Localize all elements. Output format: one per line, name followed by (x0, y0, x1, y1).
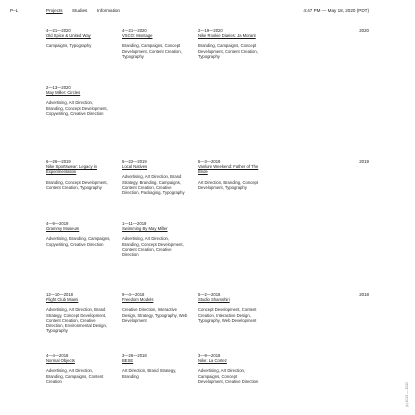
project-entry[interactable] (198, 353, 264, 384)
project-title[interactable]: Local Natives (122, 164, 148, 170)
project-date: 3—26—2018 (122, 353, 147, 358)
year-label: 2018 (359, 292, 369, 297)
project-title[interactable]: May Miller: Circles (46, 90, 81, 96)
project-title[interactable]: BESE (122, 358, 134, 364)
project-title[interactable]: Vanlure Weekend: Father of The Bride (198, 164, 259, 175)
project-date: 4—21—2020 (122, 28, 147, 33)
project-entry[interactable] (122, 353, 188, 379)
project-title[interactable]: Grammy Museum (46, 226, 80, 232)
project-services: Advertising, Art Direction, Campaigns, Concept Development, Creative Direction (198, 368, 259, 384)
project-date: 4—21—2020 (46, 28, 71, 33)
project-date: 4—9—2019 (46, 221, 69, 226)
project-entry[interactable] (46, 221, 112, 247)
project-entry[interactable] (46, 28, 112, 49)
project-title[interactable]: Swimming By May Miller (122, 226, 168, 232)
project-entry[interactable] (46, 85, 112, 116)
project-date: 4—4—2018 (46, 353, 69, 358)
project-services: Campaigns, Typography (46, 43, 92, 49)
nav-studies[interactable]: Studies (72, 8, 88, 13)
project-title[interactable]: Normal Objects (46, 358, 75, 364)
project-date: 12—10—2018 (46, 292, 74, 297)
project-date: 6—26—2019 (46, 159, 71, 164)
project-services: Art Direction, Branding, Concept Development, Typography (198, 179, 259, 190)
project-date: 5—3—2019 (198, 159, 221, 164)
project-title[interactable]: Flight Club Miami (46, 297, 79, 303)
project-entry[interactable] (198, 159, 264, 190)
header (0, 8, 415, 18)
project-services: Advertising, Art Direction, Branding, Concept Development, Copywriting, Creative Direction (46, 100, 108, 116)
nav-information[interactable]: Information (97, 8, 120, 13)
project-services: Branding, Campaigns, Concept Development, Content Creation, Typography (122, 43, 182, 59)
project-entry[interactable] (122, 221, 188, 257)
project-services: Advertising, Art Direction, Branding, Campaigns, Content Creation (46, 368, 104, 384)
project-title[interactable]: Studio Shamshiri (198, 297, 230, 303)
project-title[interactable]: Old Spice & United Way (46, 33, 91, 39)
project-services: Advertising, Branding, Campaigns, Copywriting, Creative Direction (46, 236, 111, 247)
project-entry[interactable] (122, 28, 188, 59)
project-services: Concept Development, Content Creation, Interactive Design, Typography, Web Development (198, 307, 257, 323)
project-date: 3—9—2018 (198, 353, 221, 358)
project-title[interactable]: Nike Rookie Diaries: Ja Morant (198, 33, 256, 39)
project-entry[interactable] (46, 159, 112, 190)
project-date: 2—19—2020 (198, 28, 223, 33)
year-label: 2020 (359, 28, 369, 33)
project-title[interactable]: VSCO: Montage (122, 33, 153, 39)
nav-projects[interactable]: Projects (46, 8, 63, 13)
project-date: 9—4—2018 (122, 292, 145, 297)
project-entry[interactable] (46, 353, 112, 384)
project-date: 2—13—2020 (46, 85, 71, 90)
project-services: Creative Direction, Interactive Design, Strategy, Typography, Web Development (122, 307, 188, 323)
project-entry[interactable] (198, 28, 264, 59)
project-title[interactable]: Nike: La Cortez (198, 358, 227, 364)
project-services: Branding, Campaigns, Concept Development, Content Creation, Typography (198, 43, 258, 59)
project-services: Advertising, Art Direction, Brand Strategy, Branding, Campaigns, Content Creation, Creative Direction, Packaging, Typography (122, 174, 185, 196)
project-services: Branding, Concept Development, Content Creation, Typography (46, 179, 108, 190)
project-date: 5—22—2019 (122, 159, 147, 164)
project-title[interactable]: Freedom Models (122, 297, 154, 303)
project-services: Art Direction, Brand Strategy, Branding (122, 368, 177, 379)
project-entry[interactable] (122, 292, 188, 323)
project-services: Advertising, Art Direction, Branding, Concept Development, Content Creation, Creative Direction (122, 236, 184, 258)
project-date: 1—11—2019 (122, 221, 147, 226)
project-services: Advertising, Art Direction, Brand Strategy, Concept Development, Content Creation, Creative Direction, Environmental Design, Typography (46, 307, 107, 334)
project-title[interactable]: Nike Sportswear: Legacy in Experimentation (46, 164, 97, 175)
site-logo[interactable]: P–L (10, 8, 19, 13)
project-entry[interactable] (46, 292, 112, 333)
clock: 4:47 PM — May 18, 2020 (PDT) (303, 8, 369, 13)
year-label: 2019 (359, 159, 369, 164)
project-entry[interactable] (122, 159, 188, 195)
project-entry[interactable] (198, 292, 264, 323)
project-date: 5—2—2018 (198, 292, 221, 297)
copyright-note: (c) 2013 — 2020 (405, 381, 409, 407)
